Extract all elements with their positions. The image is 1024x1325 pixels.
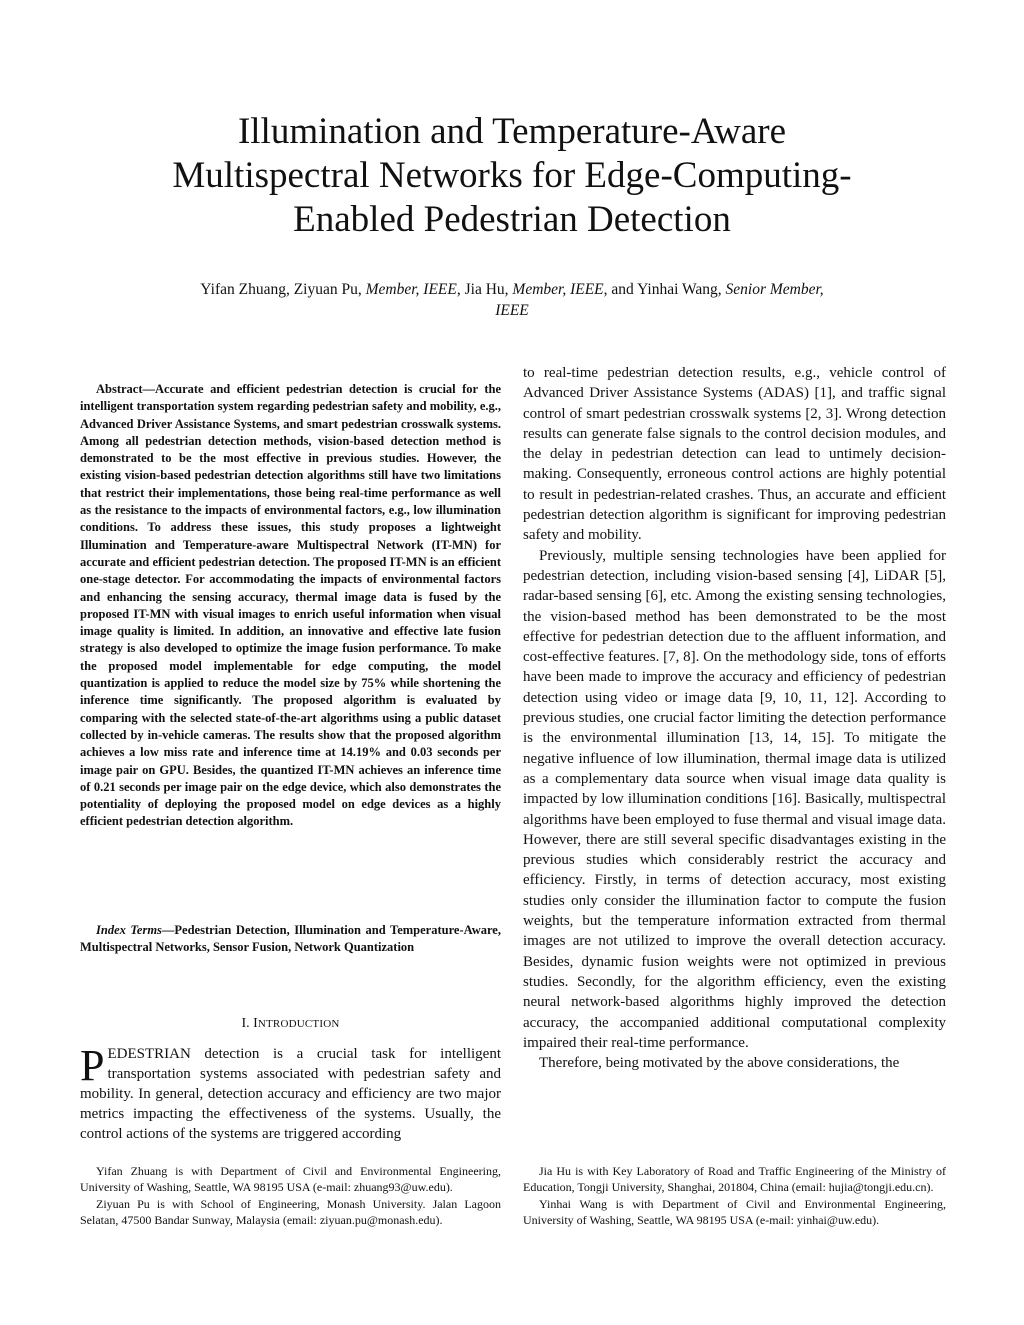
- footnote-wang: Yinhai Wang is with Department of Civil and Environmental Engineering, University of Washing, Seattle, WA 98195 USA (e-mail: yinhai@uw.edu).: [523, 1196, 946, 1227]
- section-number: I.: [241, 1016, 254, 1031]
- abstract-label: Abstract: [96, 382, 143, 396]
- drop-cap: P: [80, 1041, 105, 1090]
- title-line-3: Enabled Pedestrian Detection: [293, 199, 731, 240]
- section-heading-introduction: [80, 1016, 501, 1032]
- title-line-2: Multispectral Networks for Edge-Computing-: [172, 155, 852, 196]
- footnotes-right: [523, 1163, 946, 1228]
- right-paragraph-1: to real-time pedestrian detection results, e.g., vehicle control of Advanced Driver Assistance Systems (ADAS) [1], and traffic signal control of smart pedestrian crosswalk systems [2, 3]. Wrong detection results can generate false signals to the control decision modules, and the delay in pedestrian detection can lead to untimely decision-making. Consequently, erroneous control actions are highly potential to result in pedestrian-related crashes. Thus, an accurate and efficient pedestrian detection algorithm is significant for improving pedestrian safety and mobility.: [523, 365, 946, 544]
- author-3-role-cont: IEEE: [495, 302, 529, 319]
- author-2: , Jia Hu,: [456, 281, 513, 298]
- author-2-role: Member, IEEE: [512, 281, 604, 298]
- footnote-hu: Jia Hu is with Key Laboratory of Road and Traffic Engineering of the Ministry of Education, Tongji University, Shanghai, 201804, China (email: hujia@tongji.edu.cn).: [523, 1164, 946, 1195]
- author-1: Yifan Zhuang, Ziyuan Pu,: [200, 281, 366, 298]
- intro-first-word: EDESTRIAN: [107, 1046, 191, 1062]
- intro-text: detection is a crucial task for intelligent transportation systems associated with pedestrian safety and mobility. In general, detection accuracy and efficiency are two major metrics impacting the effectiveness of the systems. Usually, the control actions of the systems are triggered according: [80, 1046, 501, 1142]
- section-title-rest: NTRODUCTION: [257, 1018, 340, 1030]
- paper-title: [80, 110, 944, 242]
- author-list: [110, 279, 914, 321]
- index-terms: [80, 922, 501, 957]
- abstract: [80, 381, 501, 831]
- author-1-role: Member, IEEE: [365, 281, 457, 298]
- footnote-zhuang: Yifan Zhuang is with Department of Civil and Environmental Engineering, University of Washing, Seattle, WA 98195 USA (e-mail: zhuang93@uw.edu).: [80, 1164, 501, 1195]
- right-column-body: [523, 363, 946, 1073]
- index-terms-text: —Pedestrian Detection, Illumination and Temperature-Aware, Multispectral Networks, Sensor Fusion, Network Quantization: [80, 923, 501, 955]
- author-3-role: Senior Member,: [725, 281, 824, 298]
- section-cap-letter: I: [253, 1016, 258, 1031]
- intro-paragraph: [80, 1041, 501, 1144]
- author-3: , and Yinhai Wang,: [603, 281, 726, 298]
- right-paragraph-3: Therefore, being motivated by the above considerations, the: [539, 1055, 900, 1072]
- title-line-1: Illumination and Temperature-Aware: [237, 111, 787, 152]
- index-terms-label: Index Terms: [96, 923, 162, 937]
- abstract-text: —Accurate and efficient pedestrian detection is crucial for the intelligent transportation system regarding pedestrian safety and mobility, e.g., Advanced Driver Assistance Systems, and smart pedestrian crosswalk systems. Among all pedestrian detection methods, vision-based detection method is demonstrated to be the most effective in previous studies. However, the existing vision-based pedestrian detection algorithms still have two limitations that restrict their implementations, those being real-time performance as well as the resistance to the impacts of environmental factors, e.g., low illumination conditions. To address these issues, this study proposes a lightweight Illumination and Temperature-aware Multispectral Network (IT-MN) for accurate and efficient pedestrian detection. The proposed IT-MN is an efficient one-stage detector. For accommodating the impacts of environmental factors and enhancing the sensing accuracy, thermal image data is fused by the proposed IT-MN with visual images to enrich useful information when visual image quality is limited. In addition, an innovative and effective late fusion strategy is also developed to optimize the image fusion performance. To make the proposed model implementable for edge computing, the model quantization is applied to reduce the model size by 75% while shortening the inference time significantly. The proposed algorithm is evaluated by comparing with the selected state-of-the-art algorithms using a public dataset collected by in-vehicle cameras. The results show that the proposed algorithm achieves a low miss rate and inference time at 14.19% and 0.03 seconds per image pair on GPU. Besides, the quantized IT-MN achieves an inference time of 0.21 seconds per image pair on the edge device, which also demonstrates the potentiality of deploying the proposed model on edge devices as a highly efficient pedestrian detection algorithm.: [80, 382, 501, 829]
- footnote-pu: Ziyuan Pu is with School of Engineering, Monash University. Jalan Lagoon Selatan, 47500 Bandar Sunway, Malaysia (email: ziyuan.pu@monash.edu).: [80, 1196, 501, 1227]
- right-paragraph-2: Previously, multiple sensing technologies have been applied for pedestrian detection, including vision-based sensing [4], LiDAR [5], radar-based sensing [6], etc. Among the existing sensing technologies, the vision-based method has been demonstrated to be the most effective for pedestrian detection due to the affluent information, and cost-effective features. [7, 8]. On the methodology side, tons of efforts have been made to improve the accuracy and efficiency of pedestrian detection using video or image data [9, 10, 11, 12]. According to previous studies, one crucial factor limiting the detection performance is the environmental illumination [13, 14, 15]. To mitigate the negative influence of low illumination, thermal image data is utilized as a complementary data source when visual image data quality is impacted by low illumination conditions [16]. Basically, multispectral algorithms have been employed to fuse thermal and visual image data. However, there are still several specific disadvantages existing in the previous studies which considerably restrict the accuracy and efficiency. Firstly, in terms of detection accuracy, most existing studies only consider the illumination factor to compute the fusion weights, but the temperature information extracted from thermal images are not utilized to improve the overall detection accuracy. Besides, dynamic fusion weights were not optimized in previous studies. Secondly, for the algorithm efficiency, even the existing neural network-based algorithms highly improved the detection accuracy, the accompanied additional computational complexity impaired their real-time performance.: [523, 547, 946, 1051]
- footnotes-left: [80, 1163, 501, 1228]
